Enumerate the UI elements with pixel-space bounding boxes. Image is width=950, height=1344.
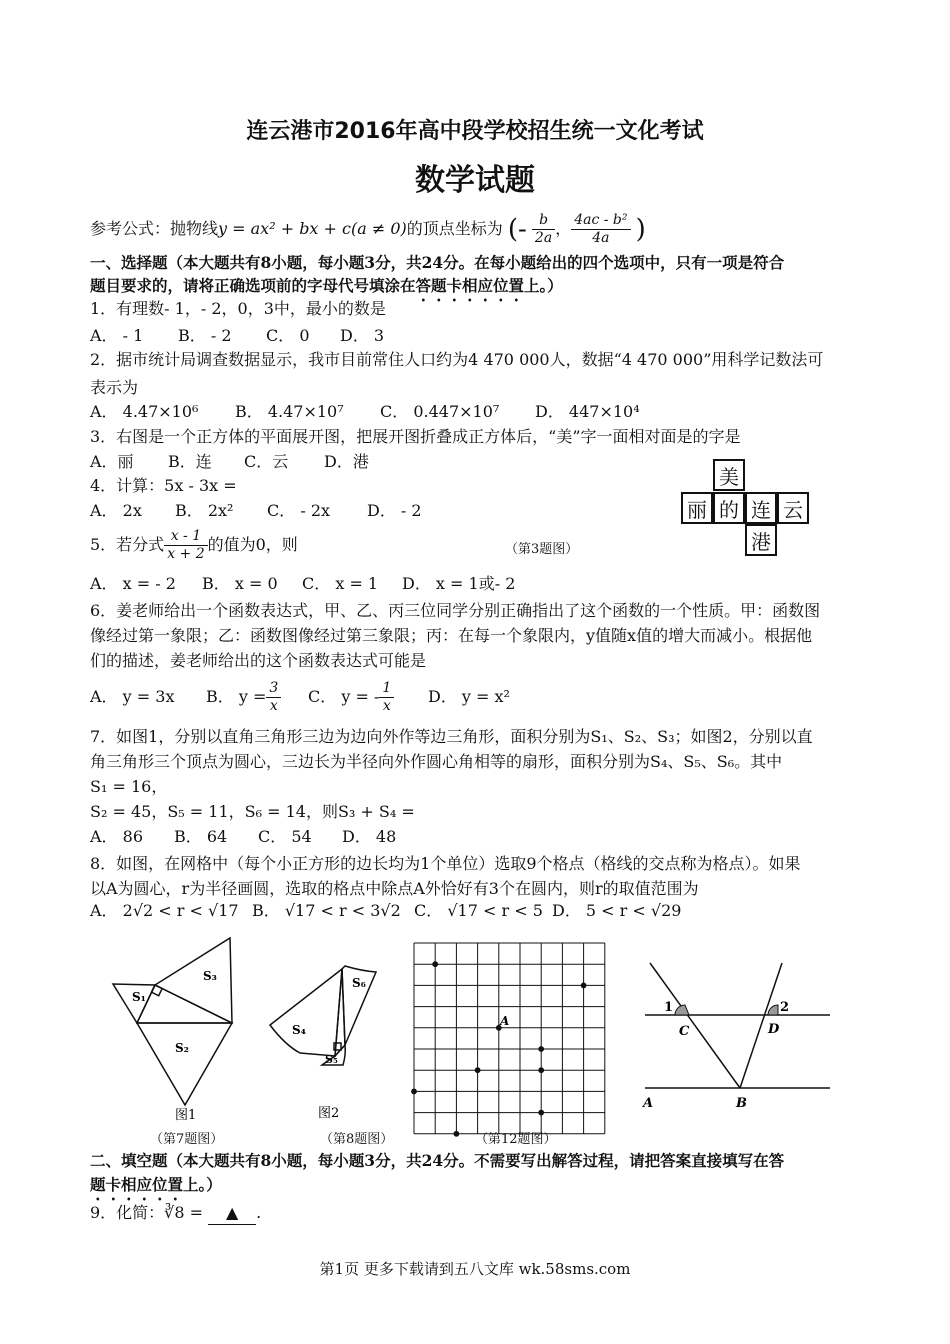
figures-row xyxy=(0,925,950,1150)
q5-stem: 5．若分式 $\frac{x - 1}{x + 2}$ 的值为0，则 xyxy=(90,528,298,562)
fig2-s5-label: S₅ xyxy=(325,1053,338,1066)
fig8-lattice-point xyxy=(412,1089,417,1094)
q7-options: A． 86 B． 64 C． 54 D． 48 xyxy=(90,827,397,846)
q1-stem: 1．有理数- 1，- 2，0，3中，最小的数是 xyxy=(90,299,386,318)
section2-heading-line2: 题卡相应位置上。） xyxy=(90,1175,222,1194)
fig12-angle2-mark xyxy=(768,1005,778,1015)
q8-options: A． 2√2 < r < √17 B． √17 < r < 3√2 C． √17 < r < 5 D． 5 < r < √29 xyxy=(90,901,682,920)
section1-heading-line2: 题目要求的，请将正确选项前的字母代号填涂在答题卡相应位置上。） xyxy=(90,276,563,295)
q2-options: A． 4.47×10⁶ B． 4.47×10⁷ C． 0.447×10⁷ D． 447×10⁴ xyxy=(90,402,640,421)
net-face-right1: 连 xyxy=(745,492,777,524)
fig8-caption: （第8题图） xyxy=(320,1132,394,1147)
q2-stem: 2．据市统计局调查数据显示，我市目前常住人口约为4 470 000人，数据“4 470 000”用科学记数法可 xyxy=(90,350,824,369)
q5-options: A． x = - 2 B． x = 0 C． x = 1 D． x = 1或- 2 xyxy=(90,574,516,593)
fig2-s6-label: S₆ xyxy=(352,976,366,990)
fig12-lines xyxy=(645,963,830,1088)
fig3-caption: （第3题图） xyxy=(505,542,579,557)
net-face-right2: 云 xyxy=(777,492,809,524)
fig12-label-c: C xyxy=(679,1024,690,1039)
fig12-label-a: A xyxy=(643,1096,654,1111)
q9-stem: 9．化简：∛8 = ▲ . xyxy=(90,1202,261,1225)
fig12-label-1: 1 xyxy=(664,1000,674,1015)
reference-formula: 参考公式：抛物线y = ax² + bx + c(a ≠ 0)的顶点坐标为 (- $\frac{b}{2a}$ ， $\frac{\text{4ac - b²}}{4a}$ ) xyxy=(90,212,646,246)
q2-stem-line2: 表示为 xyxy=(90,378,139,397)
fig12-label-b: B xyxy=(736,1096,747,1111)
section2-heading: 二、填空题（本大题共有8小题，每小题3分，共24分。不需要写出解答过程，请把答案直接填写在答 xyxy=(90,1151,785,1170)
net-face-top: 美 xyxy=(713,459,745,491)
fig2-s4-sector xyxy=(270,969,342,1056)
q4-options: A． 2x B． 2x² C． - 2x D． - 2 xyxy=(90,501,422,520)
fig1-s2-label: S₂ xyxy=(175,1041,189,1055)
fig1-s2-triangle xyxy=(137,1023,232,1105)
fig8-lattice-point xyxy=(581,983,586,988)
page-footer: 第1页 更多下载请到五八文库 wk.58sms.com xyxy=(319,1260,631,1278)
q1-options: A． - 1 B． - 2 C． 0 D． 3 xyxy=(90,326,385,345)
fig12-label-2: 2 xyxy=(780,1000,790,1015)
q6-stem: 6．姜老师给出一个函数表达式，甲、乙、丙三位同学分别正确指出了这个函数的一个性质。甲：函数图 像经过第一象限；乙：函数图像经过第三象限；丙：在每一个象限内，y值随x值的增大而减小。根据他 们的描述，姜老师给出的这个函数表达式可能是 xyxy=(90,601,821,670)
exam-title: 连云港市2016年高中段学校招生统一文化考试 xyxy=(246,119,704,144)
q4-stem: 4．计算：5x - 3x = xyxy=(90,476,237,495)
q8-stem: 8．如图，在网格中（每个小正方形的边长均为1个单位）选取9个格点（格线的交点称为格点）。如果 以A为圆心，r为半径画圆，选取的格点中除点A外恰好有3个在圆内，则r的取值范围为 xyxy=(90,854,801,898)
fig8-lattice-point xyxy=(539,1047,544,1052)
q9-answer-blank[interactable]: ▲ xyxy=(208,1202,256,1225)
exam-subtitle: 数学试题 xyxy=(415,163,535,198)
fig8-point-a-label: A xyxy=(500,1014,510,1028)
fig2-name: 图2 xyxy=(318,1106,340,1121)
fig1-s3-triangle xyxy=(155,938,232,1023)
fig1-triangles xyxy=(113,938,232,1105)
fig8-lattice-point xyxy=(433,962,438,967)
fig1-right-triangle xyxy=(137,985,232,1023)
net-face-bottom: 港 xyxy=(745,524,777,556)
fig1-s1-label: S₁ xyxy=(132,990,146,1004)
q6-options: A． y = 3x B． y = $\frac{3}{x}$ C． y = - $\frac{1}{x}$ D． y = x² xyxy=(90,680,510,714)
fig2-s4-label: S₄ xyxy=(292,1023,306,1037)
fig12-label-d: D xyxy=(768,1022,780,1037)
fig12-line-through-c xyxy=(650,963,740,1088)
fig1-name: 图1 xyxy=(175,1108,197,1123)
fig8-lattice-point xyxy=(539,1068,544,1073)
q3-stem: 3．右图是一个正方体的平面展开图，把展开图折叠成正方体后，“美”字一面相对面是的字是 xyxy=(90,427,741,446)
fig7-caption: （第7题图） xyxy=(150,1132,224,1147)
fig1-right-angle-mark xyxy=(151,985,162,996)
fig8-lattice-point xyxy=(454,1131,459,1136)
q7-stem: 7．如图1，分别以直角三角形三边为边向外作等边三角形，面积分别为S₁、S₂、S₃；如图2，分别以直 角三角形三个顶点为圆心，三边长为半径向外作圆心角相等的扇形，面积分别为S₄、S₅、S₆。其中 S₁ = 16， S₂ = 45，S₅ = 11，S₆ = 14，则S₃ + S₄ = xyxy=(90,727,813,821)
net-face-left: 丽 xyxy=(681,492,713,524)
fig12-angle1-mark xyxy=(675,1005,689,1015)
net-face-center: 的 xyxy=(713,492,745,524)
fig1-s3-label: S₃ xyxy=(203,969,217,983)
fig8-lattice-point xyxy=(475,1068,480,1073)
fig8-grid xyxy=(412,943,605,1136)
fig8-lattice-point xyxy=(539,1110,544,1115)
fig12-caption: （第12题图） xyxy=(475,1132,557,1147)
q3-options: A．丽 B．连 C．云 D．港 xyxy=(90,452,369,471)
section1-heading: 一、选择题（本大题共有8小题，每小题3分，共24分。在每小题给出的四个选项中，只有一项是符合 xyxy=(90,253,785,272)
